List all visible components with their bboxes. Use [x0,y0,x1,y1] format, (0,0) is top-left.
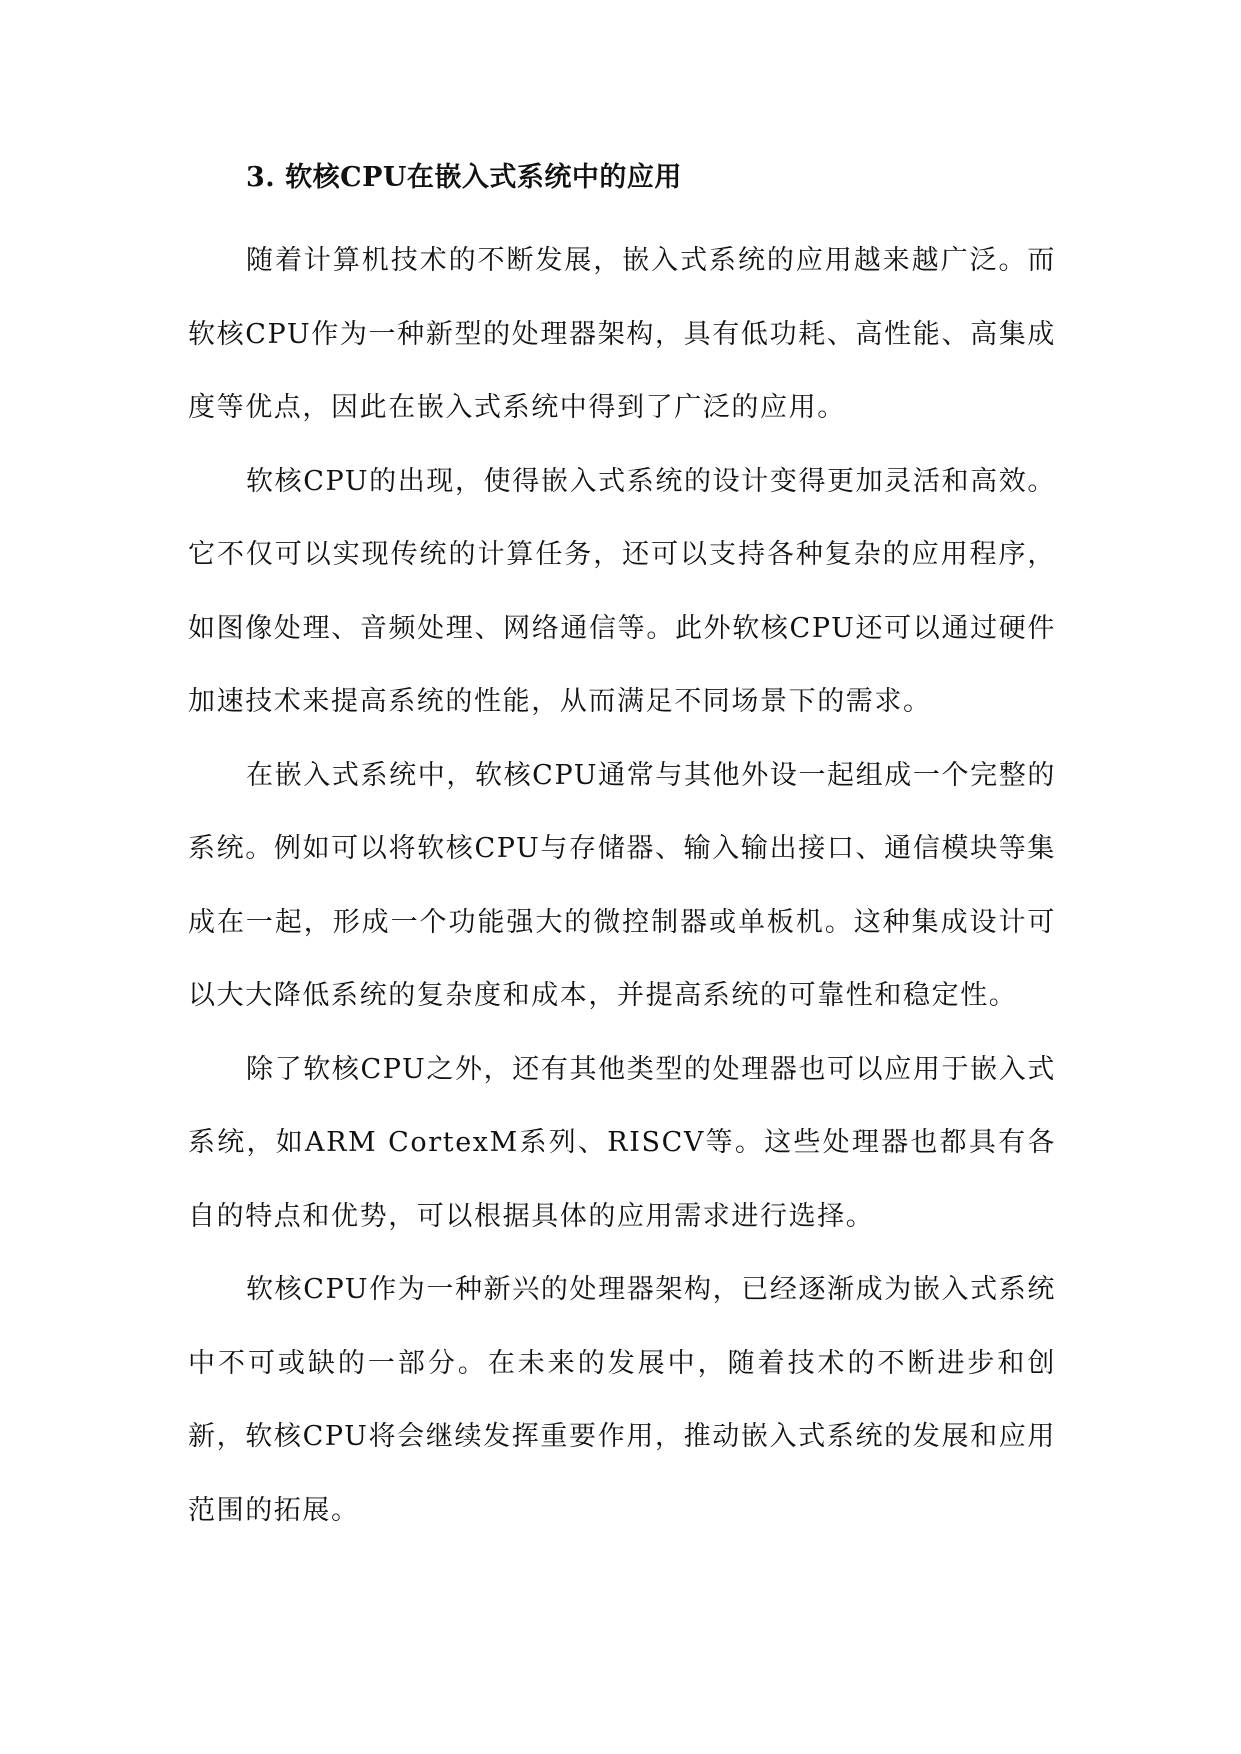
section-heading: 3. 软核CPU在嵌入式系统中的应用 [246,162,682,193]
paragraph-1: 随着计算机技术的不断发展，嵌入式系统的应用越来越广泛。而软核CPU作为一种新型的处理器架构，具有低功耗、高性能、高集成度等优点，因此在嵌入式系统中得到了广泛的应用。 [188,245,1056,423]
paragraph-3: 在嵌入式系统中，软核CPU通常与其他外设一起组成一个完整的系统。例如可以将软核CPU与存储器、输入输出接口、通信模块等集成在一起，形成一个功能强大的微控制器或单板机。这种集成设计可以大大降低系统的复杂度和成本，并提高系统的可靠性和稳定性。 [188,759,1056,1011]
paragraph-4: 除了软核CPU之外，还有其他类型的处理器也可以应用于嵌入式系统，如ARM CortexM系列、RISCV等。这些处理器也都具有各自的特点和优势，可以根据具体的应用需求进行选择。 [188,1053,1056,1232]
document-body [188,148,1056,1547]
paragraph-2: 软核CPU的出现，使得嵌入式系统的设计变得更加灵活和高效。它不仅可以实现传统的计算任务，还可以支持各种复杂的应用程序，如图像处理、音频处理、网络通信等。此外软核CPU还可以通过硬件加速技术来提高系统的性能，从而满足不同场景下的需求。 [188,465,1056,717]
paragraph-5: 软核CPU作为一种新兴的处理器架构，已经逐渐成为嵌入式系统中不可或缺的一部分。在未来的发展中，随着技术的不断进步和创新，软核CPU将会继续发挥重要作用，推动嵌入式系统的发展和应用范围的拓展。 [188,1274,1056,1526]
